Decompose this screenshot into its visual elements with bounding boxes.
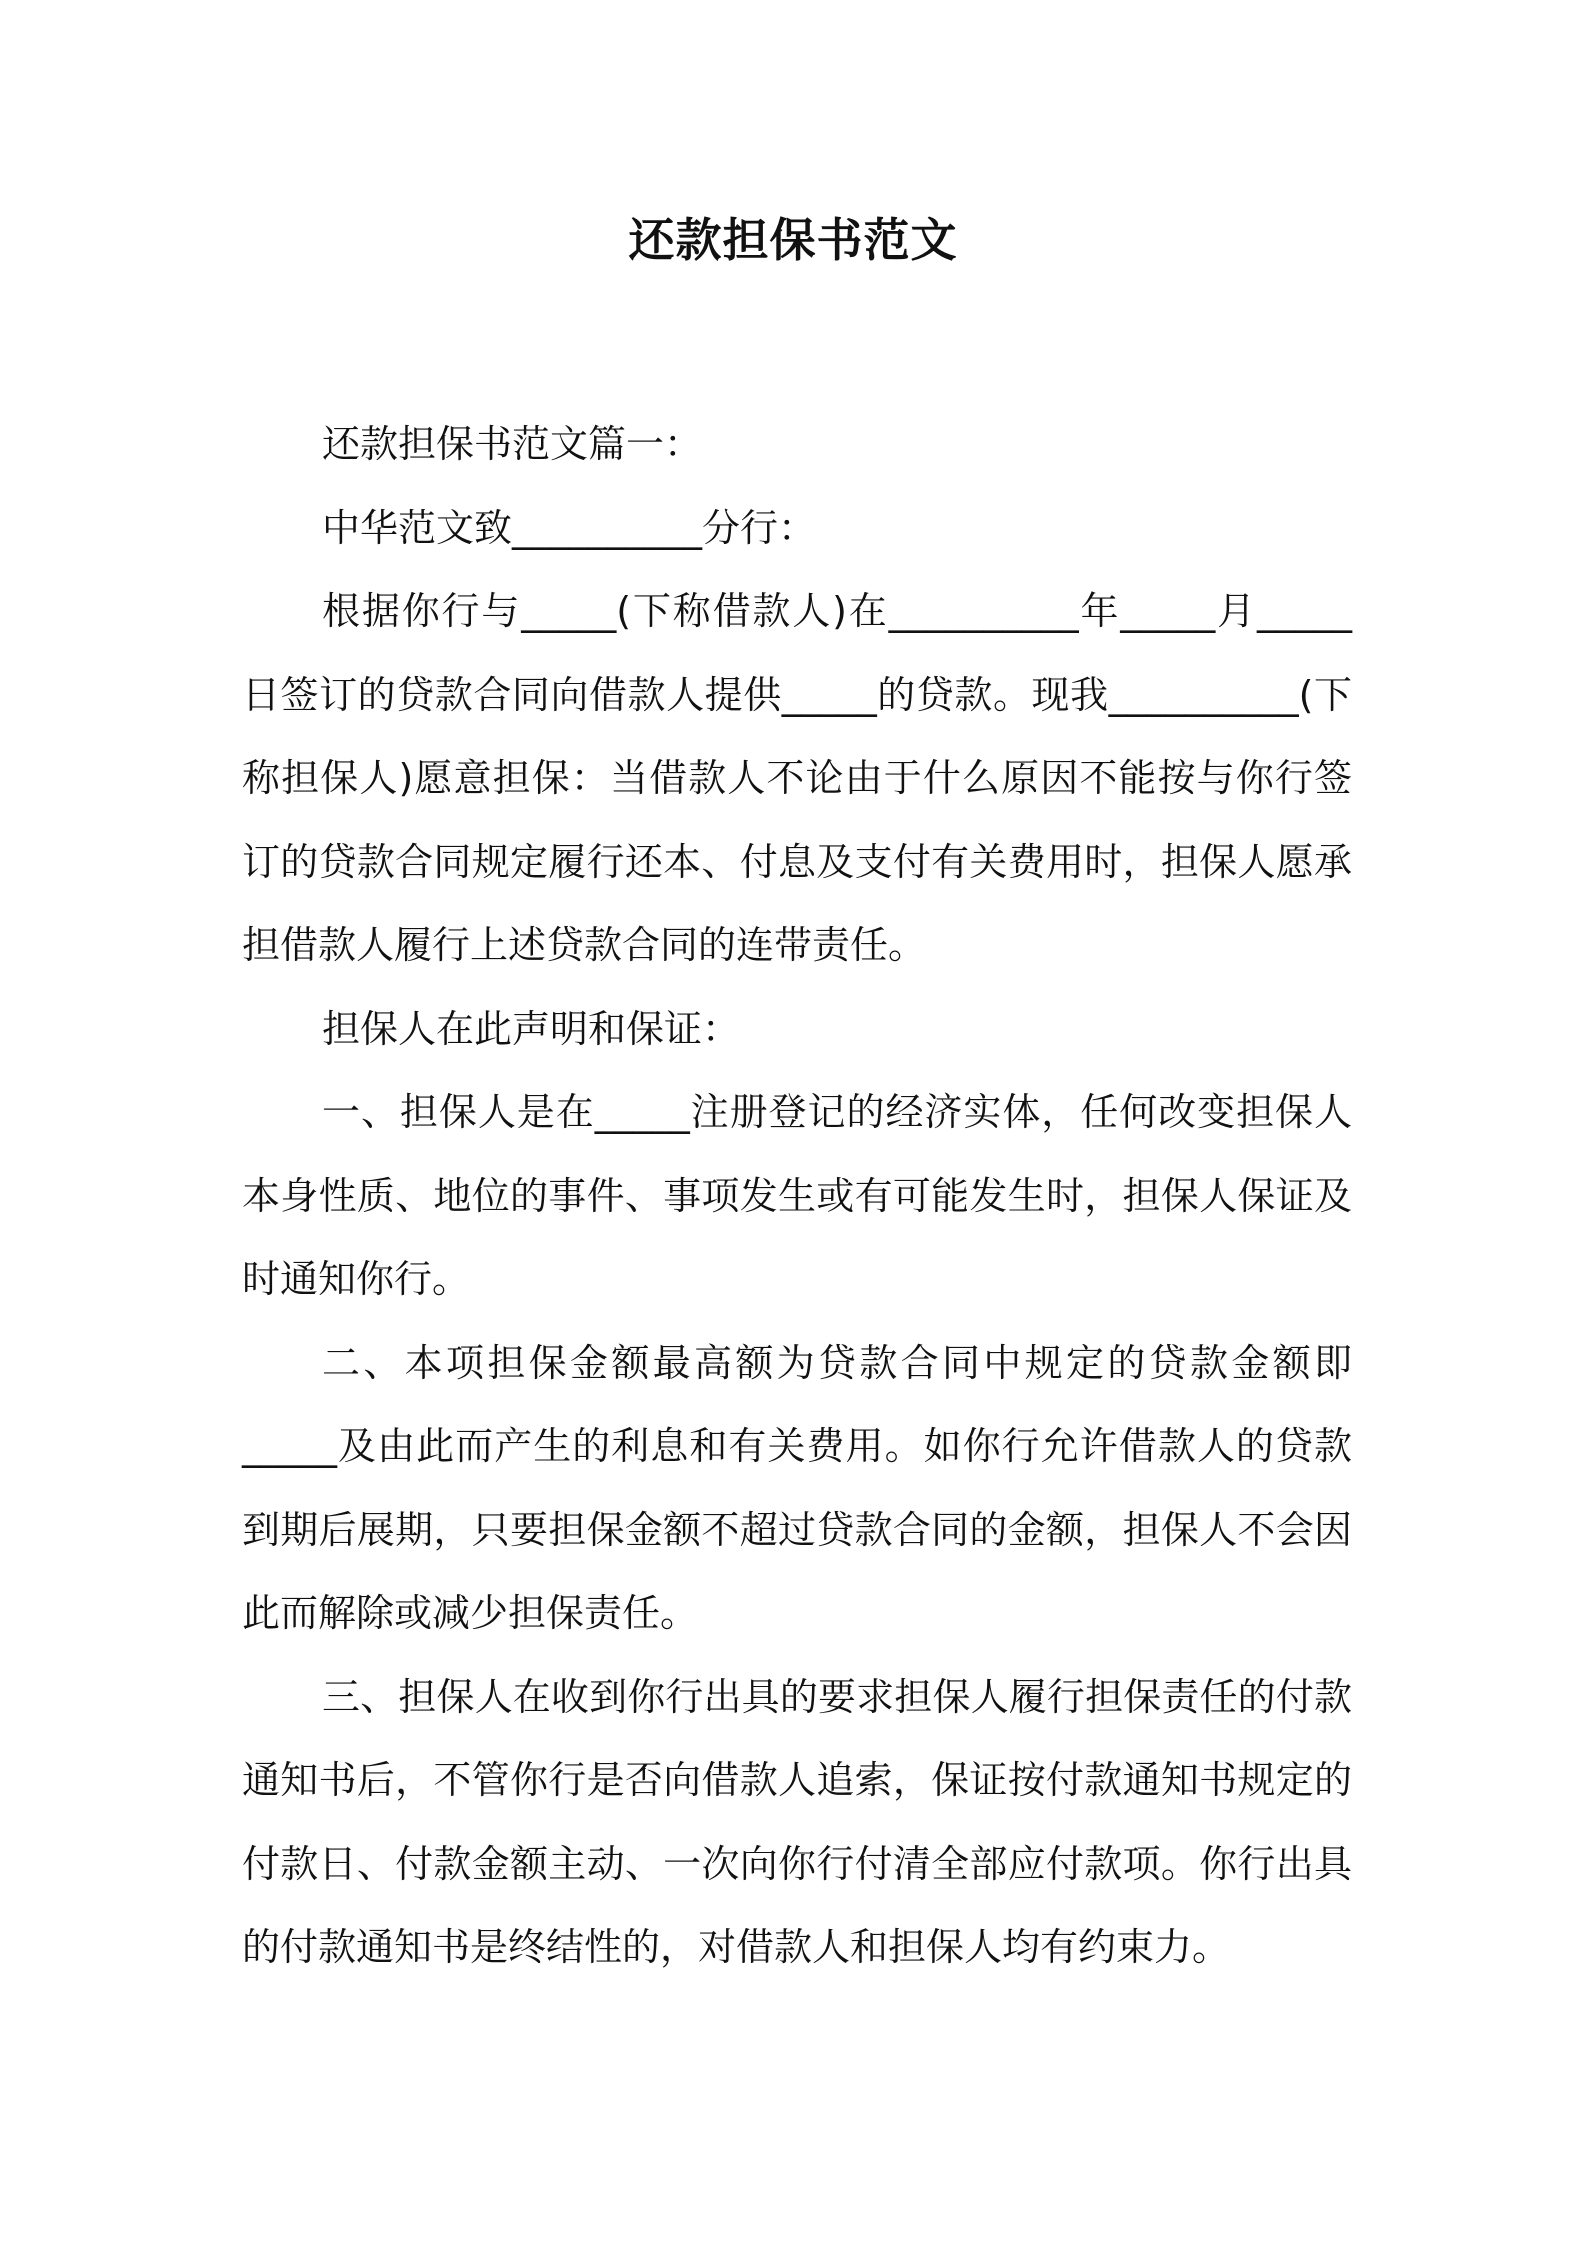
paragraph-declaration-intro: 担保人在此声明和保证：: [322, 1006, 741, 1051]
paragraph-clause-3: 三、担保人在收到你行出具的要求担保人履行担保责任的付款通知书后，不管你行是否向借款人追索，保证按付款通知书规定的付款日、付款金额主动、一次向你行付清全部应付款项。你行出具的付款通知书是终结性的，对借款人和担保人均有约束力。: [242, 1674, 1352, 1969]
document-title: 还款担保书范文: [628, 213, 958, 267]
paragraph-guarantee-basis: 根据你行与_____(下称借款人)在__________年_____月_____日签订的贷款合同向借款人提供_____的贷款。现我__________(下称担保人)愿意担保：当借款人不论由于什么原因不能按与你行签订的贷款合同规定履行还本、付息及支付有关费用时，担保人愿承担借款人履行上述贷款合同的连带责任。: [242, 589, 1352, 967]
document-body: [242, 403, 1352, 1990]
paragraph-clause-2: 二、本项担保金额最高额为贷款合同中规定的贷款金额即_____及由此而产生的利息和有关费用。如你行允许借款人的贷款到期后展期，只要担保金额不超过贷款合同的金额，担保人不会因此而解除或减少担保责任。: [242, 1340, 1352, 1635]
salutation: 中华范文致__________分行：: [322, 505, 817, 550]
section-heading: 还款担保书范文篇一：: [322, 422, 703, 466]
paragraph-clause-1: 一、担保人是在_____注册登记的经济实体，任何改变担保人本身性质、地位的事件、事项发生或有可能发生时，担保人保证及时通知你行。: [242, 1090, 1352, 1301]
